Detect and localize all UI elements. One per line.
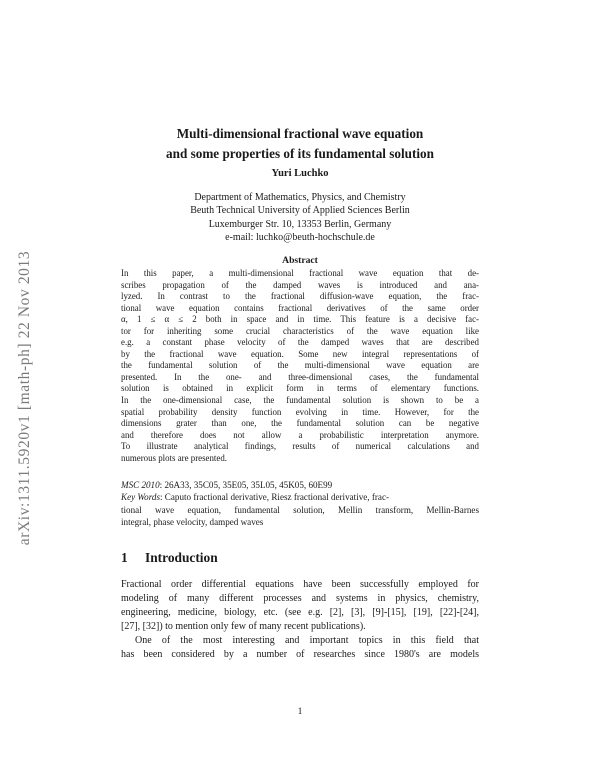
abstract-line: spatial probability density function evolving in time. However, for the <box>121 406 479 417</box>
msc-line <box>121 479 479 491</box>
abstract-line: α, 1 ≤ α ≤ 2 both in space and in time. This feature is a decisive fac- <box>121 314 479 325</box>
keywords-line <box>121 491 479 503</box>
abstract-line: dimensions grater than one, the fundamental solution can be negative <box>121 418 479 429</box>
abstract-line: To illustrate analytical findings, results of numerical calculations and <box>121 441 479 452</box>
paper-title <box>100 124 500 164</box>
body-line: Fractional order differential equations have been successfully employed for <box>121 579 479 590</box>
author-name: Yuri Luchko <box>271 168 329 179</box>
msc-label: MSC 2010 <box>121 480 160 490</box>
msc-codes: : 26A33, 35C05, 35E05, 35L05, 45K05, 60E99 <box>159 480 333 490</box>
body-line: modeling of many different processes and systems in physics, chemistry, <box>121 593 479 605</box>
keywords-text: : Caputo fractional derivative, Riesz fractional derivative, frac- <box>160 492 390 503</box>
keywords-line: tional wave equation, fundamental solution, Mellin transform, Mellin-Barnes <box>121 504 479 515</box>
keywords-label: Key Words <box>121 492 160 503</box>
abstract-line: and therefore does not allow a probabilistic interpretation anymore. <box>121 429 479 440</box>
abstract-line: lyzed. In contrast to the fractional diffusion-wave equation, the frac- <box>121 291 479 302</box>
section-heading <box>121 550 218 566</box>
abstract-line: In the one-dimensional case, the fundamental solution is shown to be a <box>121 395 479 406</box>
introduction-body <box>121 578 479 663</box>
abstract-heading: Abstract <box>282 255 318 266</box>
abstract-line: solution is obtained in explicit form in terms of elementary functions. <box>121 383 479 394</box>
affiliation-block <box>100 191 500 245</box>
page-number: 1 <box>297 706 303 717</box>
body-line: [27], [32]) to mention only few of many recent publications). <box>121 621 366 633</box>
affiliation-line: Department of Mathematics, Physics, and Chemistry <box>194 192 406 203</box>
abstract-body <box>121 268 479 464</box>
abstract-line: by the fractional wave equation. Some new integral representations of <box>121 348 479 359</box>
abstract-line: presented. In the one- and three-dimensional cases, the fundamental <box>121 371 479 382</box>
affiliation-line: Luxemburger Str. 10, 13353 Berlin, Germany <box>208 218 392 230</box>
classification-and-keywords <box>121 479 479 528</box>
title-line: Multi-dimensional fractional wave equation <box>176 126 424 141</box>
body-line: One of the most interesting and important topics in this field that <box>135 635 479 647</box>
abstract-line: the fundamental solution of the multi-dimensional wave equation are <box>121 360 479 371</box>
section-number: 1 <box>121 550 128 565</box>
body-line: has been considered by a number of researches since 1980's are models <box>121 649 479 661</box>
body-line: engineering, medicine, biology, etc. (see e.g. [2], [3], [9]-[15], [19], [22]-[24], <box>121 607 479 619</box>
abstract-line: numerous plots are presented. <box>121 452 227 463</box>
abstract-line: scribes propagation of the damped waves is introduced and ana- <box>121 279 479 290</box>
affiliation-line: Beuth Technical University of Applied Sciences Berlin <box>190 205 410 217</box>
abstract-line: tor for inheriting some crucial characteristics of the wave equation like <box>121 325 479 336</box>
abstract-line: In this paper, a multi-dimensional fractional wave equation that de- <box>121 268 479 278</box>
keywords-line: integral, phase velocity, damped waves <box>121 516 264 527</box>
author-email: e-mail: luchko@beuth-hochschule.de <box>225 232 375 244</box>
title-line: and some properties of its fundamental solution <box>166 146 434 161</box>
arxiv-identifier-stamp: arXiv:1311.5920v1 [math-ph] 22 Nov 2013 <box>16 250 33 546</box>
abstract-line: e.g. a constant phase velocity of the damped waves that are described <box>121 337 479 348</box>
section-title: Introduction <box>145 550 218 565</box>
abstract-line: tional wave equation contains fractional derivatives of the same order <box>121 302 479 313</box>
